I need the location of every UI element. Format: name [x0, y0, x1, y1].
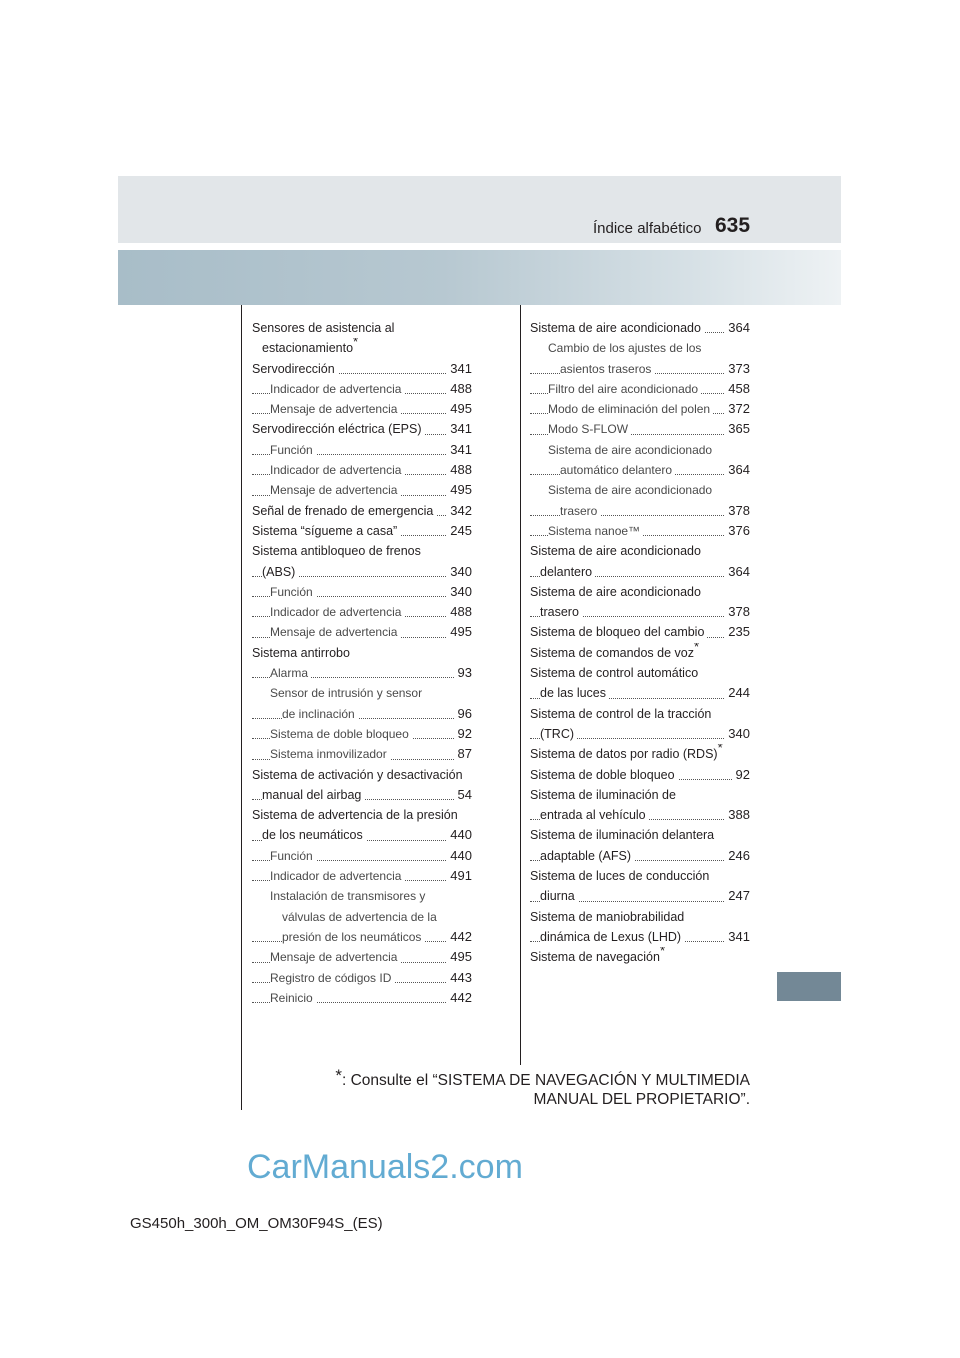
index-entry	[252, 846, 472, 866]
index-entry-page: 341	[447, 440, 472, 460]
index-entry	[530, 582, 750, 602]
index-entry-label: de inclinación	[282, 707, 358, 721]
left-rule	[241, 305, 242, 1110]
index-entry	[252, 622, 472, 642]
index-entry	[530, 846, 750, 866]
index-entry-page: 495	[447, 947, 472, 967]
index-entry-page: 488	[447, 602, 472, 622]
index-entry	[252, 805, 472, 825]
index-entry	[530, 562, 750, 582]
index-entry-label: Indicador de advertencia	[270, 605, 404, 619]
index-entry-label: Sistema de control de la tracción	[530, 707, 714, 721]
index-entry	[530, 825, 750, 845]
index-entry-page: 92	[455, 724, 472, 744]
index-entry	[252, 643, 472, 663]
index-entry-label: Sistema de aire acondicionado	[548, 483, 715, 497]
index-entry-label: Sistema antirrobo	[252, 646, 353, 660]
asterisk-mark: *	[353, 338, 359, 350]
index-entry	[252, 419, 472, 439]
index-entry-label: Indicador de advertencia	[270, 463, 404, 477]
index-entry	[252, 521, 472, 541]
index-entry-page: 373	[725, 359, 750, 379]
index-entry-label: Servodirección eléctrica (EPS)	[252, 422, 425, 436]
index-entry-label: Sistema de aire acondicionado	[548, 443, 715, 457]
header-color-band	[118, 250, 841, 305]
index-entry	[530, 501, 750, 521]
index-entry-page: 87	[455, 744, 472, 764]
index-entry-page: 364	[725, 460, 750, 480]
index-entry	[252, 582, 472, 602]
index-entry-label: Mensaje de advertencia	[270, 625, 400, 639]
index-entry-label: estacionamiento*	[262, 341, 361, 355]
footnote-line2: MANUAL DEL PROPIETARIO”.	[533, 1091, 750, 1108]
index-entry-label: manual del airbag	[262, 788, 364, 802]
index-entry	[530, 683, 750, 703]
index-entry-label: Sistema de navegación*	[530, 950, 668, 964]
index-entry	[252, 825, 472, 845]
index-entry-label: Sistema de iluminación de	[530, 788, 679, 802]
index-entry-label: Sistema “sígueme a casa”	[252, 524, 400, 538]
index-entry-page: 488	[447, 460, 472, 480]
index-entry-label: Sistema antibloqueo de frenos	[252, 544, 424, 558]
index-entry-page: 244	[725, 683, 750, 703]
index-entry-page: 372	[725, 399, 750, 419]
page-header	[118, 176, 841, 243]
index-entry	[530, 927, 750, 947]
index-entry-label: (TRC)	[540, 727, 577, 741]
index-entry-page: 488	[447, 379, 472, 399]
index-entry	[530, 785, 750, 805]
index-entry	[530, 947, 750, 967]
index-entry-label: Sistema de comandos de voz*	[530, 646, 702, 660]
index-entry-label: Sensores de asistencia al	[252, 321, 397, 335]
index-entry	[252, 704, 472, 724]
index-entry-page: 341	[447, 359, 472, 379]
index-entry	[530, 643, 750, 663]
index-entry-page: 340	[447, 562, 472, 582]
index-entry-label: Sistema de bloqueo del cambio	[530, 625, 707, 639]
index-entry	[252, 602, 472, 622]
index-entry	[252, 562, 472, 582]
index-entry-label: Mensaje de advertencia	[270, 402, 400, 416]
index-entry	[252, 988, 472, 1008]
index-entry	[530, 622, 750, 642]
index-entry-page: 364	[725, 562, 750, 582]
index-entry	[252, 744, 472, 764]
footnote	[290, 1066, 750, 1109]
index-entry-label: Sistema nanoe™	[548, 524, 643, 538]
index-entry-label: Señal de frenado de emergencia	[252, 504, 436, 518]
index-entry-label: Sistema de aire acondicionado	[530, 544, 704, 558]
index-entry	[252, 785, 472, 805]
index-entry	[252, 683, 472, 703]
index-entry	[530, 663, 750, 683]
asterisk-mark: *	[659, 947, 666, 959]
index-entry	[252, 663, 472, 683]
index-entry	[530, 521, 750, 541]
index-entry-label: Función	[270, 849, 316, 863]
index-entry	[252, 480, 472, 500]
index-entry-label: entrada al vehículo	[540, 808, 649, 822]
index-entry-page: 443	[447, 968, 472, 988]
index-entry	[530, 399, 750, 419]
index-entry-page: 246	[725, 846, 750, 866]
index-entry-label: Sistema de control automático	[530, 666, 701, 680]
index-entry	[252, 460, 472, 480]
index-entry-page: 378	[725, 602, 750, 622]
index-entry	[252, 907, 472, 927]
index-entry	[530, 440, 750, 460]
index-entry	[252, 927, 472, 947]
index-entry-page: 235	[725, 622, 750, 642]
index-entry-page: 247	[725, 886, 750, 906]
index-entry-label: diurna	[540, 889, 578, 903]
index-entry	[252, 359, 472, 379]
index-entry-page: 340	[447, 582, 472, 602]
index-entry	[252, 765, 472, 785]
index-entry-page: 245	[447, 521, 472, 541]
index-entry	[530, 724, 750, 744]
index-entry	[530, 359, 750, 379]
index-entry-label: Sistema de advertencia de la presión	[252, 808, 461, 822]
index-entry-page: 495	[447, 622, 472, 642]
index-entry-label: de los neumáticos	[262, 828, 366, 842]
index-entry-label: Sistema de iluminación delantera	[530, 828, 717, 842]
index-entry-label: Registro de códigos ID	[270, 971, 394, 985]
index-entry	[530, 602, 750, 622]
index-entry-page: 376	[725, 521, 750, 541]
index-entry-label: Indicador de advertencia	[270, 382, 404, 396]
index-entry-page: 495	[447, 480, 472, 500]
index-entry	[530, 338, 750, 358]
index-entry-label: trasero	[540, 605, 582, 619]
index-entry	[530, 765, 750, 785]
index-entry-page: 342	[447, 501, 472, 521]
index-entry-label: adaptable (AFS)	[540, 849, 634, 863]
index-entry	[530, 480, 750, 500]
index-entry	[252, 338, 472, 358]
index-entry	[252, 947, 472, 967]
index-entry	[252, 724, 472, 744]
index-entry-label: válvulas de advertencia de la	[282, 910, 440, 924]
index-entry	[252, 886, 472, 906]
index-side-tab	[777, 972, 841, 1001]
section-title: Índice alfabético	[593, 220, 702, 237]
index-entry-page: 495	[447, 399, 472, 419]
index-entry-label: dinámica de Lexus (LHD)	[540, 930, 684, 944]
asterisk-mark: *	[717, 744, 723, 756]
index-entry-page: 54	[455, 785, 472, 805]
index-entry	[530, 805, 750, 825]
index-entry-page: 93	[455, 663, 472, 683]
watermark[interactable]: CarManuals2.com	[247, 1148, 523, 1186]
index-entry-page: 491	[447, 866, 472, 886]
index-entry-label: Alarma	[270, 666, 311, 680]
index-entry	[252, 866, 472, 886]
document-id: GS450h_300h_OM_OM30F94S_(ES)	[130, 1215, 383, 1232]
index-entry-page: 442	[447, 927, 472, 947]
index-entry	[530, 886, 750, 906]
index-entry	[530, 541, 750, 561]
index-entry	[530, 318, 750, 338]
index-entry-page: 96	[455, 704, 472, 724]
index-entry	[252, 440, 472, 460]
index-entry-page: 364	[725, 318, 750, 338]
index-entry	[252, 399, 472, 419]
index-entry-label: Sistema de datos por radio (RDS)*	[530, 747, 726, 761]
index-entry-label: Servodirección	[252, 362, 338, 376]
index-entry-label: Cambio de los ajustes de los	[548, 341, 704, 355]
footnote-line1: : Consulte el “SISTEMA DE NAVEGACIÓN Y MULTIMEDIA	[342, 1072, 750, 1089]
index-entry-label: Sistema inmovilizador	[270, 747, 390, 761]
index-entry-label: Función	[270, 585, 316, 599]
index-entry-page: 458	[725, 379, 750, 399]
index-entry-page: 92	[733, 765, 750, 785]
asterisk-mark: *	[693, 642, 700, 654]
index-entry	[530, 744, 750, 764]
index-entry	[252, 501, 472, 521]
index-entry-label: asientos traseros	[560, 362, 654, 376]
index-entry-page: 442	[447, 988, 472, 1008]
index-entry-label: automático delantero	[560, 463, 675, 477]
index-entry-label: Filtro del aire acondicionado	[548, 382, 701, 396]
index-entry-label: Modo de eliminación del polen	[548, 402, 713, 416]
index-entry-label: Sistema de aire acondicionado	[530, 585, 704, 599]
index-column-right	[530, 318, 750, 968]
index-entry	[530, 419, 750, 439]
index-entry-label: Sistema de luces de conducción	[530, 869, 712, 883]
index-column-left	[252, 318, 472, 1008]
index-entry-label: Modo S-FLOW	[548, 422, 631, 436]
index-entry-label: delantero	[540, 565, 595, 579]
index-entry	[530, 866, 750, 886]
index-entry-label: presión de los neumáticos	[282, 930, 424, 944]
index-entry-label: Sistema de doble bloqueo	[530, 768, 678, 782]
index-entry-label: (ABS)	[262, 565, 298, 579]
index-entry-label: Instalación de transmisores y	[270, 889, 428, 903]
page-number: 635	[715, 214, 751, 237]
footnote-star: *	[335, 1066, 342, 1085]
index-entry	[252, 379, 472, 399]
index-entry-page: 341	[725, 927, 750, 947]
index-entry-label: Sistema de maniobrabilidad	[530, 910, 687, 924]
index-entry-label: Función	[270, 443, 316, 457]
index-entry-page: 388	[725, 805, 750, 825]
index-entry	[252, 968, 472, 988]
index-entry	[530, 907, 750, 927]
index-entry-page: 440	[447, 825, 472, 845]
index-entry	[252, 318, 472, 338]
index-entry-label: Sensor de intrusión y sensor	[270, 686, 425, 700]
index-entry-label: Sistema de doble bloqueo	[270, 727, 412, 741]
index-entry-label: Sistema de activación y desactivación	[252, 768, 466, 782]
index-entry	[530, 379, 750, 399]
index-entry-label: Indicador de advertencia	[270, 869, 404, 883]
index-entry-page: 341	[447, 419, 472, 439]
index-entry	[252, 541, 472, 561]
index-entry	[530, 460, 750, 480]
index-entry-label: trasero	[560, 504, 600, 518]
index-entry-label: Mensaje de advertencia	[270, 483, 400, 497]
index-entry-page: 378	[725, 501, 750, 521]
index-entry-page: 365	[725, 419, 750, 439]
index-entry-label: Mensaje de advertencia	[270, 950, 400, 964]
index-entry-page: 440	[447, 846, 472, 866]
index-entry-label: Reinicio	[270, 991, 316, 1005]
column-divider	[520, 305, 521, 1065]
index-entry-label: de las luces	[540, 686, 609, 700]
index-entry-page: 340	[725, 724, 750, 744]
index-entry-label: Sistema de aire acondicionado	[530, 321, 704, 335]
index-entry	[530, 704, 750, 724]
